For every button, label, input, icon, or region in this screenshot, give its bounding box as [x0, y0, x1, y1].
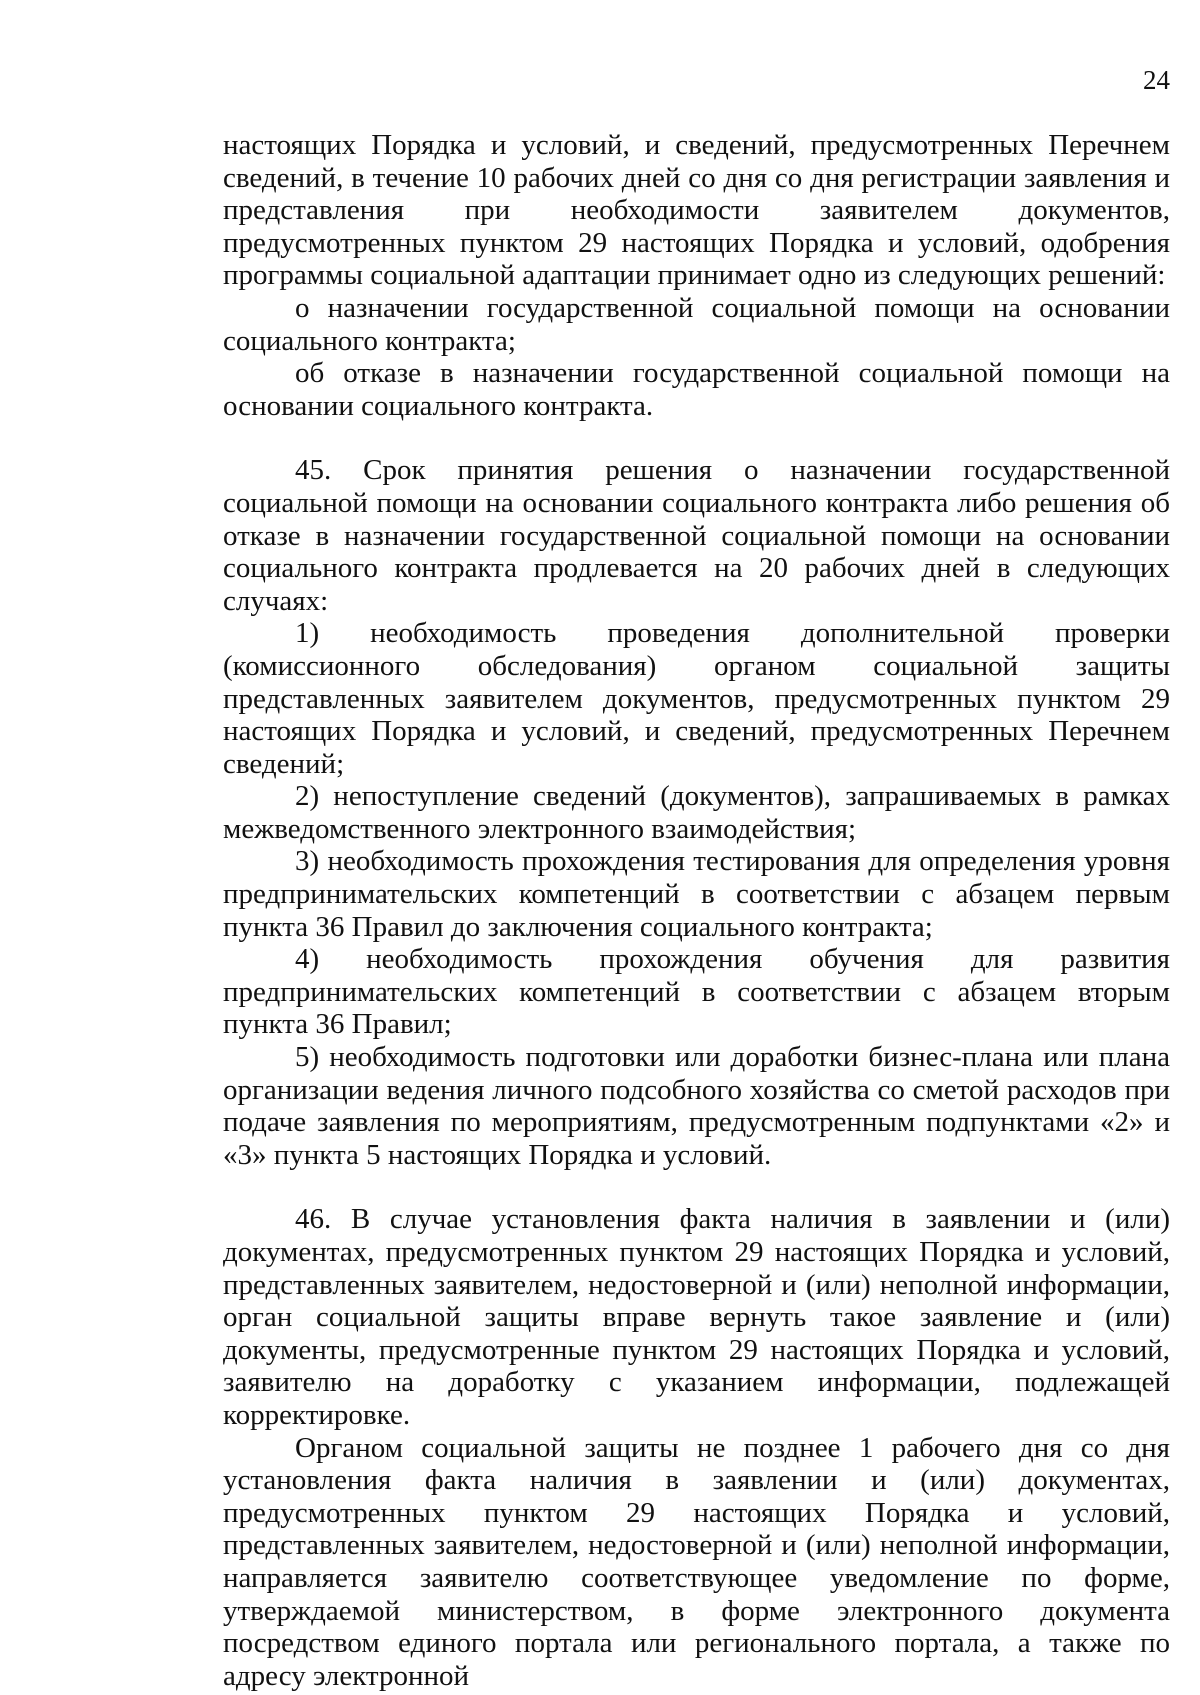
paragraph-section-46: 46. В случае установления факта наличия в заявлении и (или) документах, предусмотренных пунктом 29 настоящих Порядка и условий, представленных заявителем, недостоверной и (или) неполной информации, орган социальной защиты вправе вернуть такое заявление и (или) документы, предусмотренные пунктом 29 настоящих Порядка и условий, заявителю на доработку с указанием информации, подлежащей корректировке.	[223, 1203, 1170, 1431]
paragraph-continuation: настоящих Порядка и условий, и сведений, предусмотренных Перечнем сведений, в течение 10 рабочих дней со дня со дня регистрации заявления и представления при необходимости заявителем документов, предусмотренных пунктом 29 настоящих Порядка и условий, одобрения программы социальной адаптации принимает одно из следующих решений:	[223, 129, 1170, 292]
paragraph-notification: Органом социальной защиты не позднее 1 рабочего дня со дня установления факта наличия в заявлении и (или) документах, предусмотренных пунктом 29 настоящих Порядка и условий, представленных заявителем, недостоверной и (или) неполной информации, направляется заявителю соответствующее уведомление по форме, утверждаемой министерством, в форме электронного документа посредством единого портала или регионального портала, а также по адресу электронной	[223, 1431, 1170, 1692]
page-number: 24	[1143, 65, 1170, 95]
list-item-3: 3) необходимость прохождения тестирования для определения уровня предпринимательских компетенций в соответствии с абзацем первым пункта 36 Правил до заключения социального контракта;	[223, 845, 1170, 943]
paragraph-section-45: 45. Срок принятия решения о назначении государственной социальной помощи на основании социального контракта либо решения об отказе в назначении государственной социальной помощи на основании социального контракта продлевается на 20 рабочих дней в следующих случаях:	[223, 454, 1170, 617]
paragraph-decision-refuse: об отказе в назначении государственной социальной помощи на основании социального контракта.	[223, 357, 1170, 422]
document-body	[223, 129, 1170, 1692]
list-item-1: 1) необходимость проведения дополнительной проверки (комиссионного обследования) органом социальной защиты представленных заявителем документов, предусмотренных пунктом 29 настоящих Порядка и условий, и сведений, предусмотренных Перечнем сведений;	[223, 617, 1170, 780]
list-item-5: 5) необходимость подготовки или доработки бизнес-плана или плана организации ведения личного подсобного хозяйства со сметой расходов при подаче заявления по мероприятиям, предусмотренным подпунктами «2» и «3» пункта 5 настоящих Порядка и условий.	[223, 1041, 1170, 1171]
list-item-4: 4) необходимость прохождения обучения для развития предпринимательских компетенций в соответствии с абзацем вторым пункта 36 Правил;	[223, 943, 1170, 1041]
paragraph-decision-grant: о назначении государственной социальной помощи на основании социального контракта;	[223, 291, 1170, 357]
list-item-2: 2) непоступление сведений (документов), запрашиваемых в рамках межведомственного электронного взаимодействия;	[223, 780, 1170, 845]
